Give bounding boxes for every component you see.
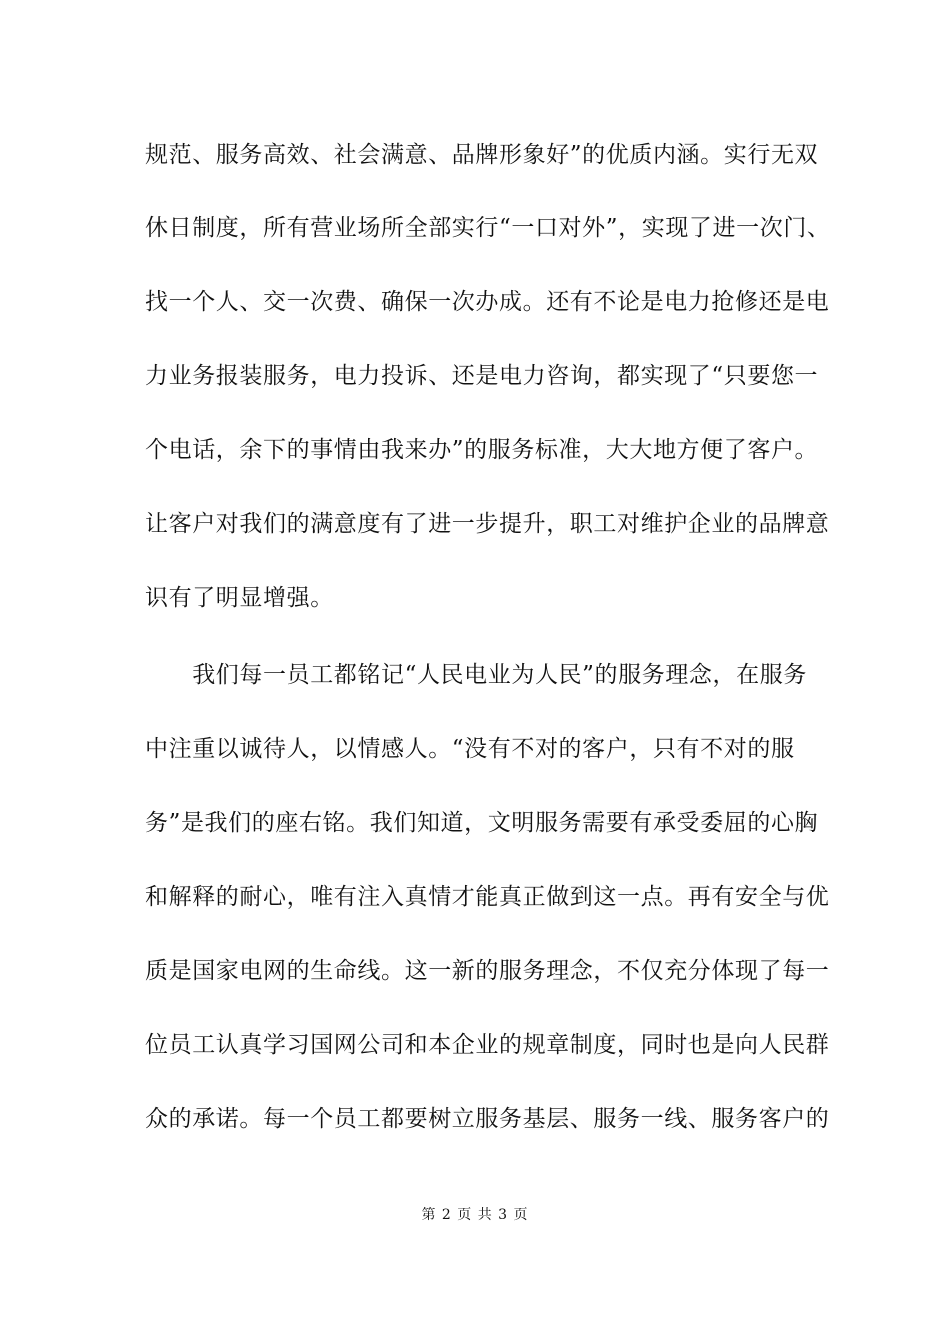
text-line: 个电话，余下的事情由我来办”的服务标准，大大地方便了客户。 xyxy=(145,437,819,463)
text-line: 位员工认真学习国网公司和本企业的规章制度，同时也是向人民群 xyxy=(145,1032,830,1058)
text-line: 众的承诺。每一个员工都要树立服务基层、服务一线、服务客户的 xyxy=(145,1106,830,1132)
text-line: 找一个人、交一次费、确保一次办成。还有不论是电力抢修还是电 xyxy=(145,289,830,315)
text-line: 识有了明显增强。 xyxy=(145,585,334,611)
text-line: 质是国家电网的生命线。这一新的服务理念，不仅充分体现了每一 xyxy=(145,958,830,984)
text-line: 和解释的耐心，唯有注入真情才能真正做到这一点。再有安全与优 xyxy=(145,884,830,910)
text-line: 我们每一员工都铭记“人民电业为人民”的服务理念，在服务 xyxy=(145,662,807,688)
text-line: 务”是我们的座右铭。我们知道，文明服务需要有承受委屈的心胸 xyxy=(145,810,819,836)
text-line: 让客户对我们的满意度有了进一步提升，职工对维护企业的品牌意 xyxy=(145,511,830,537)
text-line: 中注重以诚待人，以情感人。“没有不对的客户，只有不对的服 xyxy=(145,736,795,762)
page-footer: 第 2 页 共 3 页 xyxy=(421,1207,529,1223)
text-line: 休日制度，所有营业场所全部实行“一口对外”，实现了进一次门、 xyxy=(145,215,831,241)
text-line: 力业务报装服务，电力投诉、还是电力咨询，都实现了“只要您一 xyxy=(145,363,819,389)
text-line: 规范、服务高效、社会满意、品牌形象好”的优质内涵。实行无双 xyxy=(145,142,819,168)
